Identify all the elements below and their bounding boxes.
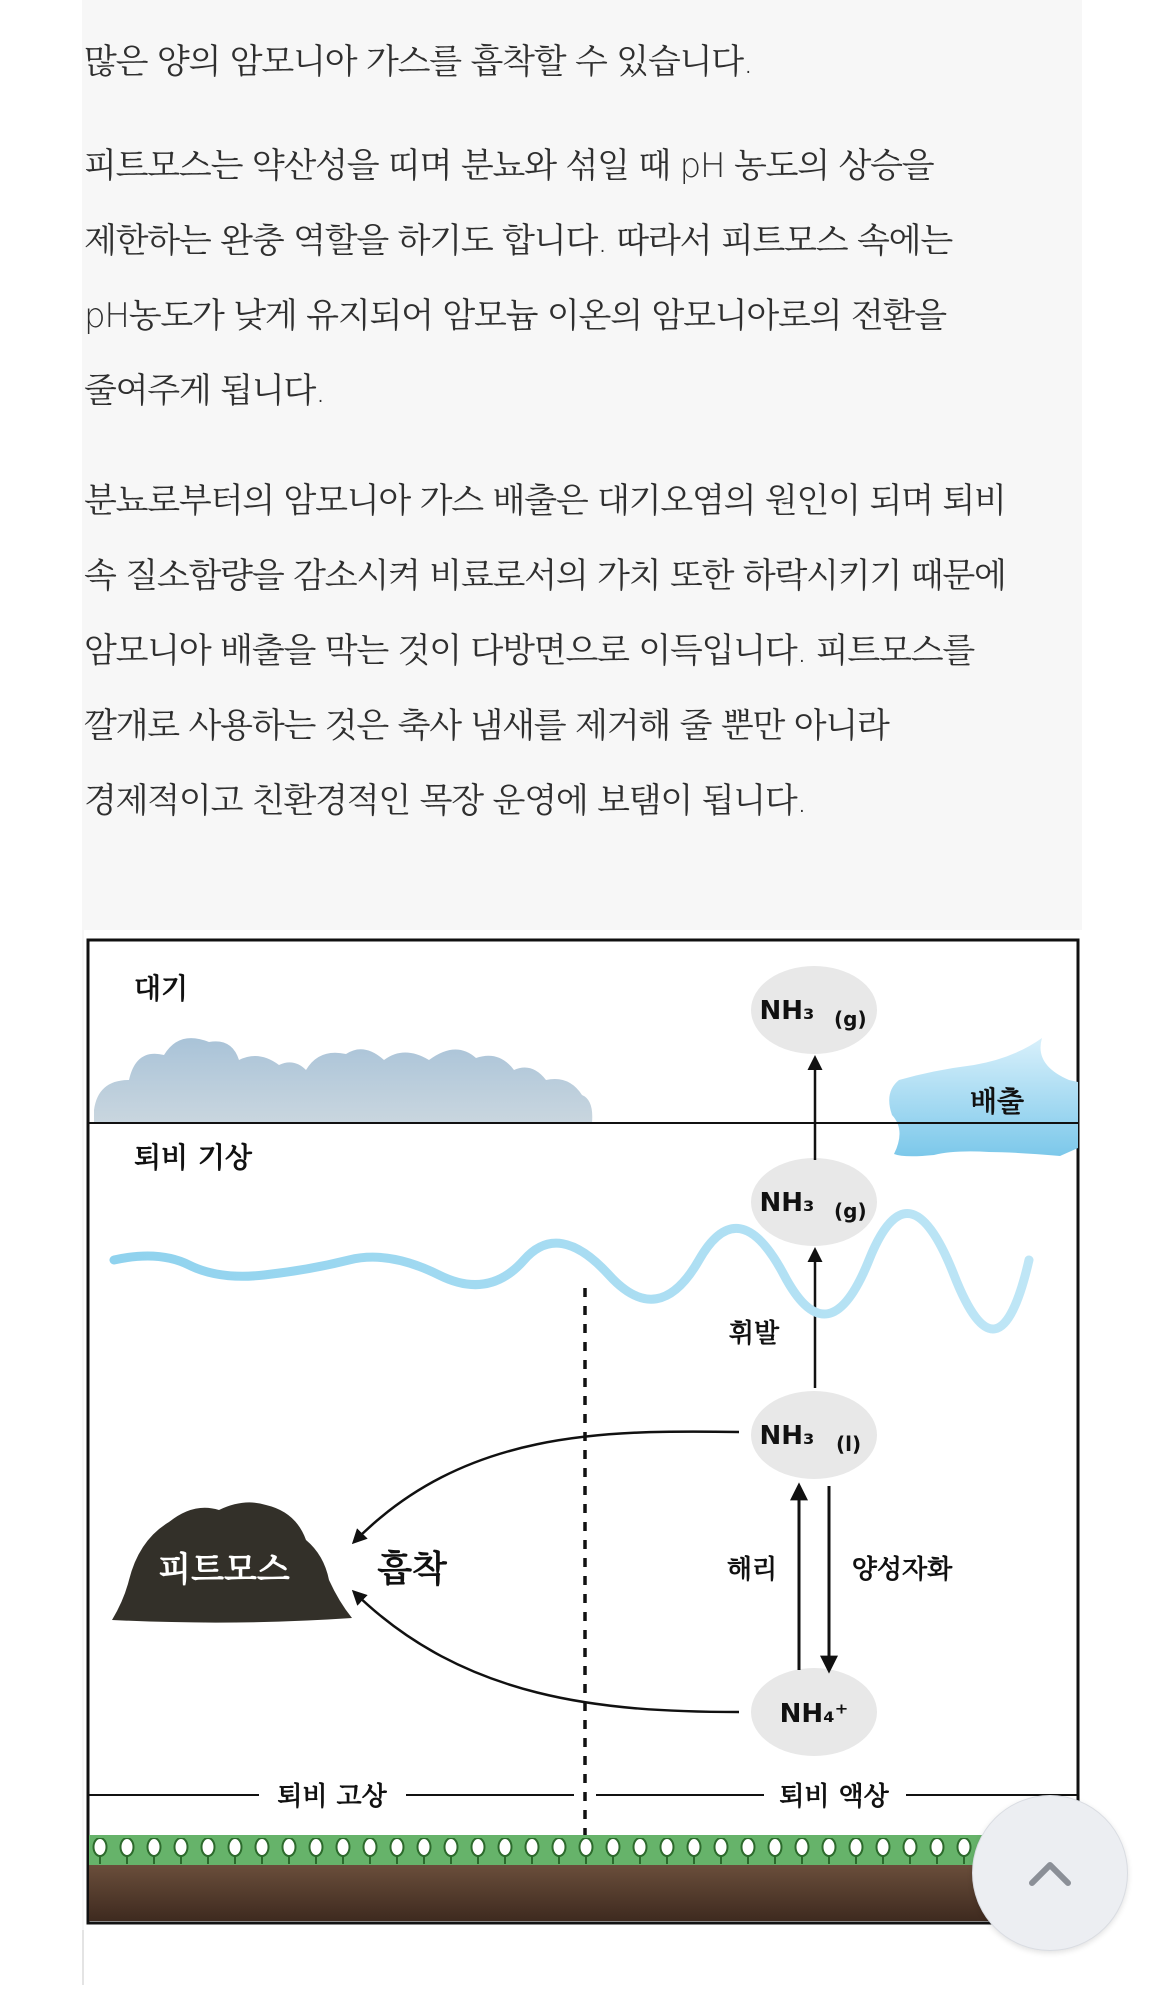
scroll-to-top-button[interactable] <box>972 1795 1128 1951</box>
text-line: 깔개로 사용하는 것은 축사 냄새를 제거해 줄 뿐만 아니라 <box>84 706 889 746</box>
protonation-label: 양성자화 <box>851 1555 953 1585</box>
volatilization-label: 휘발 <box>728 1319 780 1349</box>
text-line: 피트모스는 약산성을 띠며 분뇨와 섞일 때 pH 농도의 상승을 <box>84 146 934 186</box>
text-line: 속 질소함량을 감소시켜 비료로서의 가치 또한 하락시키기 때문에 <box>84 556 1006 596</box>
diagram-svg <box>84 930 1084 1985</box>
emission-label: 배출 <box>969 1085 1025 1118</box>
paragraph-3 <box>84 464 1084 839</box>
liquid-phase-label: 퇴비 액상 <box>779 1782 889 1812</box>
text-line: 암모니아 배출을 막는 것이 다방면으로 이득입니다. 피트모스를 <box>84 631 974 671</box>
state-gas-label: (g) <box>834 1199 867 1223</box>
solid-phase-label: 퇴비 고상 <box>277 1782 387 1812</box>
text-line: 제한하는 완충 역할을 하기도 합니다. 따라서 피트모스 속에는 <box>84 221 952 261</box>
page-edge <box>82 1930 84 1985</box>
peatmoss-ammonia-diagram <box>84 930 1084 1985</box>
paragraph-1 <box>84 25 1084 100</box>
text-line: 줄여주게 됩니다. <box>84 371 325 411</box>
text-line: pH농도가 낮게 유지되어 암모늄 이온의 암모니아로의 전환을 <box>84 296 946 336</box>
chevron-up-icon <box>1026 1857 1074 1889</box>
soil-band <box>89 1865 1077 1921</box>
atmosphere-label: 대기 <box>134 972 189 1005</box>
nh3-label: NH₃ <box>759 1188 815 1218</box>
text-line: 분뇨로부터의 암모니아 가스 배출은 대기오염의 원인이 되며 퇴비 <box>84 481 1006 521</box>
state-liquid-label: (l) <box>836 1432 862 1456</box>
nh3-label: NH₃ <box>759 996 815 1026</box>
absorption-label: 흡착 <box>377 1549 447 1590</box>
tree-row <box>89 1838 1077 1864</box>
text-line: 많은 양의 암모니아 가스를 흡착할 수 있습니다. <box>84 42 753 82</box>
compost-gas-label: 퇴비 기상 <box>134 1141 252 1174</box>
paragraph-2 <box>84 129 1084 429</box>
peatmoss-label: 피트모스 <box>158 1550 290 1590</box>
dissociation-label: 해리 <box>726 1555 778 1585</box>
nh4-label: NH₄⁺ <box>779 1699 849 1729</box>
text-line: 경제적이고 친환경적인 목장 운영에 보탬이 됩니다. <box>84 781 807 821</box>
nh3-label: NH₃ <box>759 1421 815 1451</box>
state-gas-label: (g) <box>834 1007 867 1031</box>
